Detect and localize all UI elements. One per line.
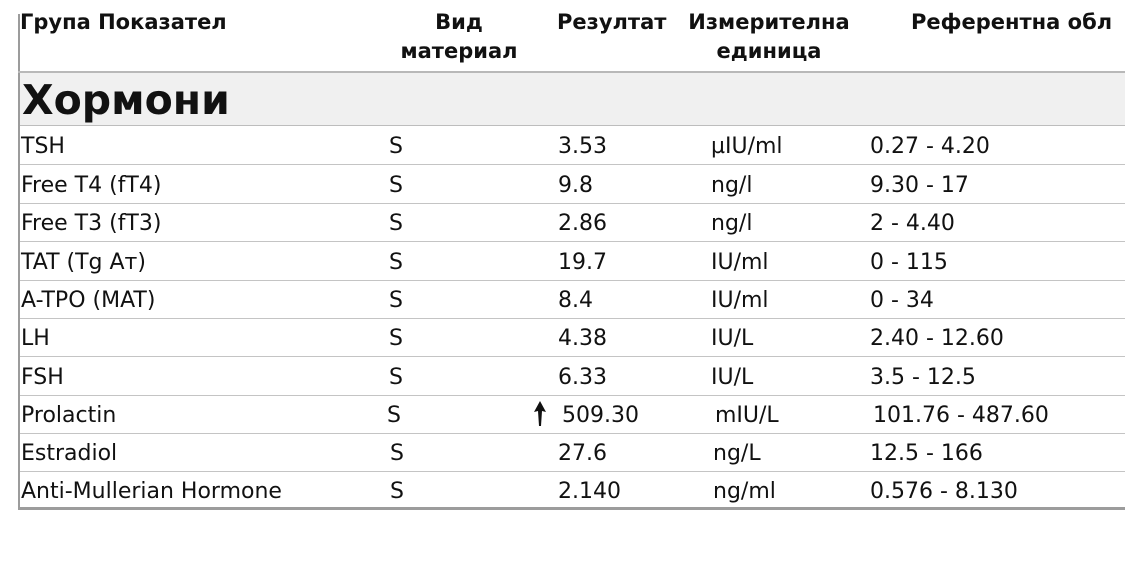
- reference-range: 9.30 - 17: [870, 173, 969, 198]
- material-type: S: [389, 326, 403, 351]
- reference-range: 0 - 115: [870, 250, 948, 275]
- reference-range: 101.76 - 487.60: [873, 403, 1049, 428]
- result-value: 19.7: [558, 250, 607, 275]
- material-type: S: [389, 211, 403, 236]
- header-material-line2: материал: [400, 39, 518, 63]
- result-value: 8.4: [558, 288, 593, 313]
- unit: ng/l: [711, 173, 753, 198]
- section-title: Хормони: [22, 76, 230, 124]
- reference-range: 0.27 - 4.20: [870, 134, 990, 159]
- result-value: 27.6: [558, 441, 607, 466]
- material-type: S: [390, 479, 404, 504]
- unit: IU/ml: [711, 288, 769, 313]
- section-header: [20, 73, 1125, 126]
- result-value: 4.38: [558, 326, 607, 351]
- header-reference: Референтна обл: [911, 10, 1113, 34]
- unit: IU/ml: [711, 250, 769, 275]
- test-name: TAT (Tg Ат): [21, 250, 146, 275]
- high-arrow-icon: [532, 399, 548, 427]
- result-value: 9.8: [558, 173, 593, 198]
- header-group-indicator: Група Показател: [20, 10, 227, 34]
- result-value: 509.30: [562, 403, 639, 428]
- material-type: S: [389, 365, 403, 390]
- reference-range: 12.5 - 166: [870, 441, 983, 466]
- unit: IU/L: [711, 365, 754, 390]
- unit: ng/l: [711, 211, 753, 236]
- result-value: 2.86: [558, 211, 607, 236]
- table-row: [20, 471, 1125, 509]
- material-type: S: [389, 288, 403, 313]
- test-name: Free T3 (fT3): [21, 211, 162, 236]
- header-material-line1: Вид: [435, 10, 483, 34]
- test-name: Anti-Mullerian Hormone: [21, 479, 282, 504]
- table-row: [20, 203, 1125, 242]
- header-unit: [680, 8, 858, 66]
- test-name: FSH: [21, 365, 64, 390]
- table-row: [20, 165, 1125, 204]
- reference-range: 0 - 34: [870, 288, 934, 313]
- header-material: [392, 8, 526, 66]
- header-unit-line2: единица: [716, 39, 822, 63]
- result-value: 2.140: [558, 479, 621, 504]
- table-row: [20, 242, 1125, 281]
- material-type: S: [389, 173, 403, 198]
- material-type: S: [387, 403, 401, 428]
- table-row: [20, 280, 1125, 319]
- table-row: [20, 395, 1125, 434]
- unit: IU/L: [711, 326, 754, 351]
- test-name: Estradiol: [21, 441, 118, 466]
- material-type: S: [390, 441, 404, 466]
- test-name: Prolactin: [21, 403, 117, 428]
- unit: ng/L: [713, 441, 761, 466]
- table-row: [20, 357, 1125, 396]
- test-name: Free T4 (fT4): [21, 173, 162, 198]
- unit: µIU/ml: [711, 134, 783, 159]
- result-value: 6.33: [558, 365, 607, 390]
- table-row: [20, 318, 1125, 357]
- unit: mIU/L: [715, 403, 779, 428]
- reference-range: 0.576 - 8.130: [870, 479, 1018, 504]
- reference-range: 3.5 - 12.5: [870, 365, 976, 390]
- test-name: A-TPO (MAT): [21, 288, 156, 313]
- material-type: S: [389, 134, 403, 159]
- test-name: LH: [21, 326, 50, 351]
- table-row: [20, 433, 1125, 472]
- table-bottom-border: [18, 507, 1125, 510]
- unit: ng/ml: [713, 479, 776, 504]
- reference-range: 2.40 - 12.60: [870, 326, 1004, 351]
- header-unit-line1: Измерителна: [688, 10, 850, 34]
- material-type: S: [389, 250, 403, 275]
- header-result: Резултат: [557, 10, 667, 34]
- test-name: TSH: [21, 134, 65, 159]
- result-value: 3.53: [558, 134, 607, 159]
- table-row: [20, 126, 1125, 165]
- reference-range: 2 - 4.40: [870, 211, 955, 236]
